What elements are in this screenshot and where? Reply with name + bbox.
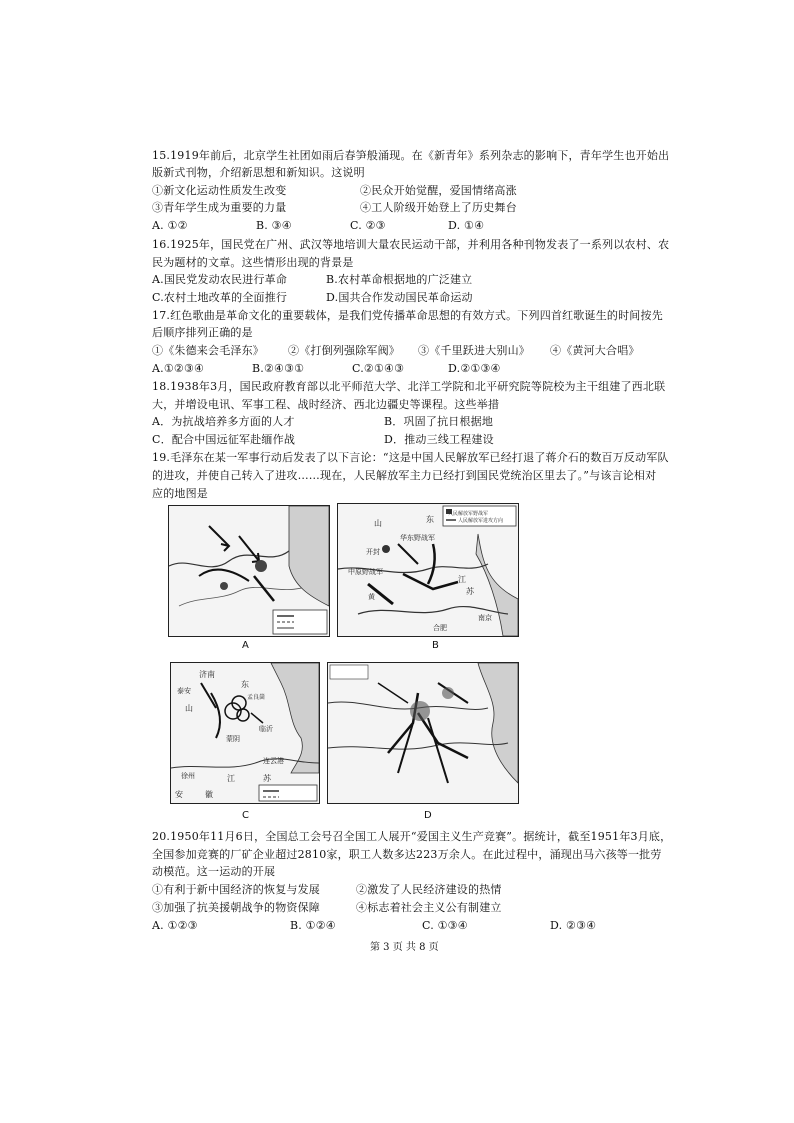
q15-choice-d: D. ①④ xyxy=(448,219,485,232)
svg-text:合肥: 合肥 xyxy=(433,624,447,632)
map-c xyxy=(170,662,320,804)
svg-text:华东野战军: 华东野战军 xyxy=(400,534,435,542)
map-a-drawing xyxy=(169,506,329,636)
svg-text:安: 安 xyxy=(175,790,183,799)
svg-text:泰安: 泰安 xyxy=(177,687,191,695)
q20-stem-line1: 20.1950年11月6日，全国总工会号召全国工人展开“爱国主义生产竞赛”。据统计，截至1951年3月底， xyxy=(152,830,672,843)
q16-stem-line1: 16.1925年，国民党在广州、武汉等地培训大量农民运动干部，并利用各种刊物发表了一系列以农村、农 xyxy=(152,238,670,251)
svg-text:徐州: 徐州 xyxy=(181,772,195,780)
q17-choice-a: A.①②③④ xyxy=(152,362,205,375)
q20-option-4: ④标志着社会主义公有制建立 xyxy=(356,901,502,914)
map-c-drawing xyxy=(171,663,319,803)
q20-stem-line3: 动模范。这一运动的开展 xyxy=(152,865,276,878)
svg-text:连云港: 连云港 xyxy=(263,757,284,765)
q17-choice-c: C.②①④③ xyxy=(352,362,405,375)
q18-choice-b: B．巩固了抗日根据地 xyxy=(384,415,494,428)
map-d-label: D xyxy=(424,810,432,821)
q19-stem-line3: 应的地图是 xyxy=(152,487,208,500)
q18-choice-c: C．配合中国远征军赴缅作战 xyxy=(152,433,296,446)
q16-choice-b: B.农村革命根据地的广泛建立 xyxy=(326,273,473,286)
q17-stem-line1: 17.红色歌曲是革命文化的重要载体，是我们党传播革命思想的有效方式。下列四首红歌诞生的时间按先 xyxy=(152,309,663,322)
svg-text:徽: 徽 xyxy=(205,790,213,799)
map-a xyxy=(168,505,330,637)
q20-stem-line2: 全国参加竞赛的厂矿企业超过2810家，职工人数多达223万余人。在此过程中，涌现出马六孩等一批劳 xyxy=(152,848,662,861)
svg-text:蒙阴: 蒙阴 xyxy=(226,735,240,743)
q15-choice-b: B. ③④ xyxy=(256,219,292,232)
q17-stem-line2: 后顺序排列正确的是 xyxy=(152,326,253,339)
q20-option-1: ①有利于新中国经济的恢复与发展 xyxy=(152,883,320,896)
q15-option-3: ③青年学生成为重要的力量 xyxy=(152,201,287,214)
svg-text:东: 东 xyxy=(241,680,249,689)
map-d-drawing xyxy=(328,663,518,803)
svg-text:江: 江 xyxy=(458,575,466,584)
svg-text:临沂: 临沂 xyxy=(259,725,273,733)
q20-choice-b: B. ①②④ xyxy=(290,919,336,932)
q15-choice-c: C. ②③ xyxy=(350,219,386,232)
q15-choice-a: A. ①② xyxy=(152,219,188,232)
q15-option-1: ①新文化运动性质发生改变 xyxy=(152,184,287,197)
q16-choice-d: D.国共合作发动国民革命运动 xyxy=(326,291,473,304)
q20-choice-a: A. ①②③ xyxy=(152,919,198,932)
q17-song-4: ④《黄河大合唱》 xyxy=(550,344,640,357)
q18-choice-a: A．为抗战培养多方面的人才 xyxy=(152,415,295,428)
svg-text:黄: 黄 xyxy=(368,593,375,601)
svg-text:苏: 苏 xyxy=(263,774,271,783)
map-b-legend-2: 人民解放军进攻方向 xyxy=(458,518,504,524)
q16-choice-a: A.国民党发动农民进行革命 xyxy=(152,273,288,286)
q18-choice-d: D．推动三线工程建设 xyxy=(384,433,494,446)
svg-text:江: 江 xyxy=(227,774,235,783)
map-a-label: A xyxy=(242,640,249,651)
page-number: 第 3 页 共 8 页 xyxy=(370,942,439,953)
svg-text:济南: 济南 xyxy=(199,670,215,679)
q20-choice-c: C. ①③④ xyxy=(422,919,468,932)
map-b xyxy=(337,503,519,637)
q19-stem-line1: 19.毛泽东在某一军事行动后发表了以下言论：“这是中国人民解放军已经打退了蒋介石的数百万反动军队 xyxy=(152,451,669,464)
q20-option-2: ②激发了人民经济建设的热情 xyxy=(356,883,502,896)
q20-option-3: ③加强了抗美援朝战争的物资保障 xyxy=(152,901,320,914)
map-b-label: B xyxy=(432,640,439,651)
q15-stem-line2: 版新式刊物，介绍新思想和新知识。这说明 xyxy=(152,166,365,179)
q16-stem-line2: 民为题材的文章。这些情形出现的背景是 xyxy=(152,256,354,269)
map-b-drawing xyxy=(338,504,518,636)
q17-choice-d: D.②①③④ xyxy=(448,362,501,375)
q17-song-3: ③《千里跃进大别山》 xyxy=(418,344,530,357)
map-d xyxy=(327,662,519,804)
q18-stem-line1: 18.1938年3月，国民政府教育部以北平师范大学、北洋工学院和北平研究院等院校为主干组建了西北联 xyxy=(152,380,666,393)
map-b-legend-1: 人民解放军野战军 xyxy=(448,511,489,517)
q16-choice-c: C.农村土地改革的全面推行 xyxy=(152,291,288,304)
q15-stem-line1: 15.1919年前后，北京学生社团如雨后春笋般涌现。在《新青年》系列杂志的影响下，青年学生也开始出 xyxy=(152,149,670,162)
q19-stem-line2: 的进攻，并使自己转入了进攻……现在，人民解放军主力已经打到国民党统治区里去了。”与该言论相对 xyxy=(152,469,657,482)
svg-text:苏: 苏 xyxy=(466,587,474,596)
svg-text:孟良崮: 孟良崮 xyxy=(247,694,266,701)
svg-text:开封: 开封 xyxy=(366,548,380,556)
q18-stem-line2: 大，并增设电讯、军事工程、战时经济、西北边疆史等课程。这些举措 xyxy=(152,398,500,411)
q15-option-4: ④工人阶级开始登上了历史舞台 xyxy=(360,201,517,214)
svg-text:山: 山 xyxy=(185,704,193,713)
map-c-label: C xyxy=(242,810,249,821)
q17-song-1: ①《朱德来会毛泽东》 xyxy=(152,344,264,357)
svg-text:南京: 南京 xyxy=(478,614,492,622)
svg-text:东: 东 xyxy=(426,515,434,524)
svg-text:山: 山 xyxy=(374,519,382,528)
q15-option-2: ②民众开始觉醒，爱国情绪高涨 xyxy=(360,184,517,197)
svg-text:中原野战军: 中原野战军 xyxy=(348,568,383,576)
q17-song-2: ②《打倒列强除军阀》 xyxy=(288,344,400,357)
q20-choice-d: D. ②③④ xyxy=(550,919,597,932)
q17-choice-b: B.②④③① xyxy=(252,362,305,375)
